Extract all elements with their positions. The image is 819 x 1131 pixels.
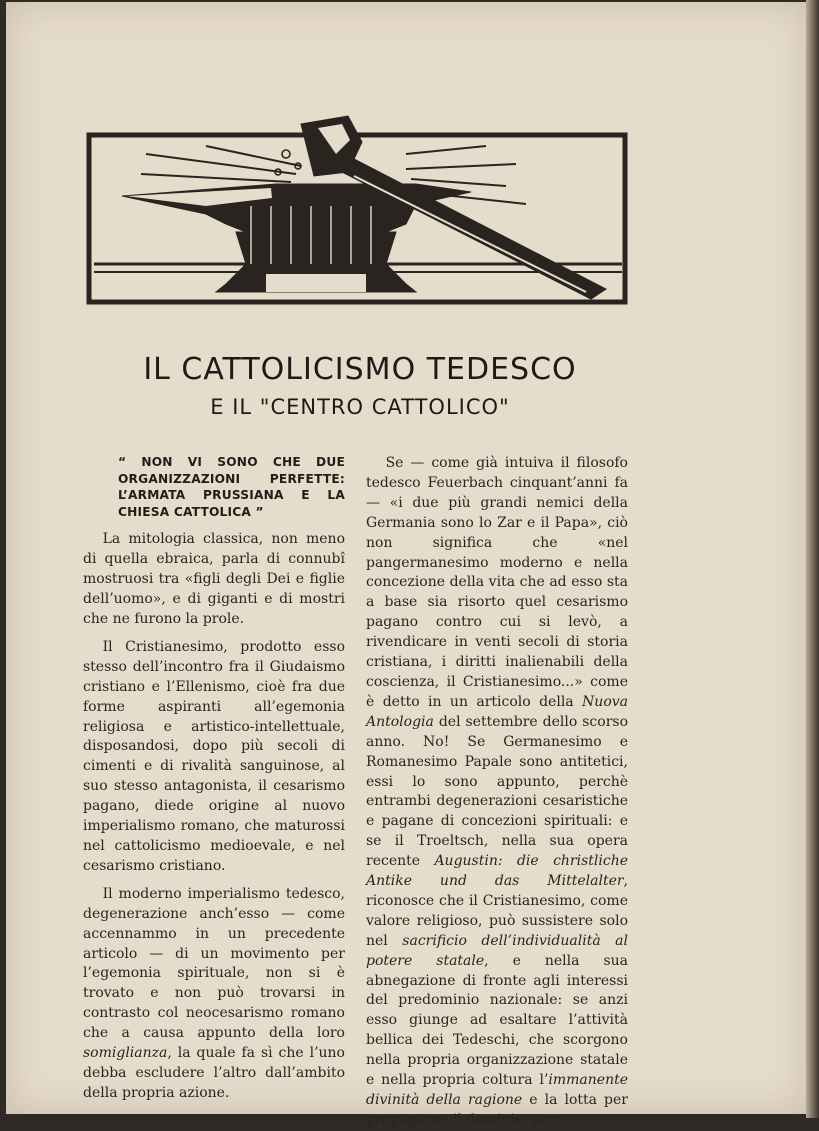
text-run: , riconosce che il Cristianesimo, come valore religioso, può sussistere solo nel [366,873,628,949]
emphasis: immanente divinità della ragione [366,1072,628,1108]
text-run: e la lotta per propagarne il dominio, non [366,1092,629,1128]
emphasis: Nuova Antologia [366,693,628,730]
emphasis: Augustin: die christliche Antike und das Mittelalter [366,853,629,890]
anvil-hammer-illustration [86,114,628,306]
paragraph [83,885,345,1104]
text-run: Se — come già intuiva il filosofo tedesco Feuerbach cinquant’anni fa — «i due più grandi nemici della Germania sono lo Zar e il Papa», ciò non significa che «nel pangermanesimo moderno e nella concezione della vita che ad esso sta a base sia risorto quel cesarismo pagano contro cui si levò, a rivendicare in venti secoli di storia cristiana, i diritti inalienabili della coscienza, il Cristianesimo...» come è detto in un articolo della [366,455,628,710]
text-run: , la quale fa sì che l’uno debba escludere l’altro dall’ambito della propria azione. [83,1045,345,1101]
paragraph: Il Cristianesimo, prodotto esso stesso dell’incontro fra il Giudaismo cristiano e l’Ellenismo, cioè fra due forme aspiranti all’egemonia religiosa e artistico-intellettuale, disposandosi, dopo più secoli di cimenti e di rivalità sanguinose, al suo stesso antagonista, il cesarismo pagano, diede origine al nuovo imperialismo romano, che maturossi nel cattolicismo medioevale, e nel cesarismo cristiano. [83,638,345,874]
left-column [83,454,345,1112]
epigraph: “ NON VI SONO CHE DUE ORGANIZZAZIONI PERFETTE: L’ARMATA PRUSSIANA E LA CHIESA CATTOLICA ” [118,455,345,519]
paragraph [366,454,628,1131]
paragraph: La mitologia classica, non meno di quella ebraica, parla di connubî mostruosi tra «figli degli Dei e figlie dell’uomo», e di giganti e di mostri che ne furono la prole. [83,531,345,627]
text-run: Il moderno imperialismo tedesco, degenerazione anch’esso — come accennammo in un precedente articolo — di un movimento per l’egemonia spirituale, non si è trovato e non può trovarsi in contrasto col neocesarismo romano che a causa appunto della loro [83,885,345,1042]
text-run: del settembre dello scorso anno. No! Se Germanesimo e Romanesimo Papale sono antitetici, essi lo sono appunto, perchè entrambi degenerazioni cesaristiche e pagane di concezioni spirituali: e se il Troeltsch, nella sua opera recente [366,713,628,870]
article-title: IL CATTOLICISMO TEDESCO [143,352,577,387]
text-run: , e nella sua abnegazione di fronte agli interessi del predominio nazionale: se anzi esso giunge ad esaltare l’attività bellica dei Tedeschi, che scorgono nella propria organizzazione statale e nella propria coltura l’ [366,952,628,1089]
emphasis: somiglianza [83,1045,168,1062]
emphasis: sacrificio dell’individualità al potere statale [366,932,628,969]
page-edge [806,0,819,1118]
right-column [366,454,628,1131]
article-subtitle: E IL "CENTRO CATTOLICO" [210,395,510,419]
